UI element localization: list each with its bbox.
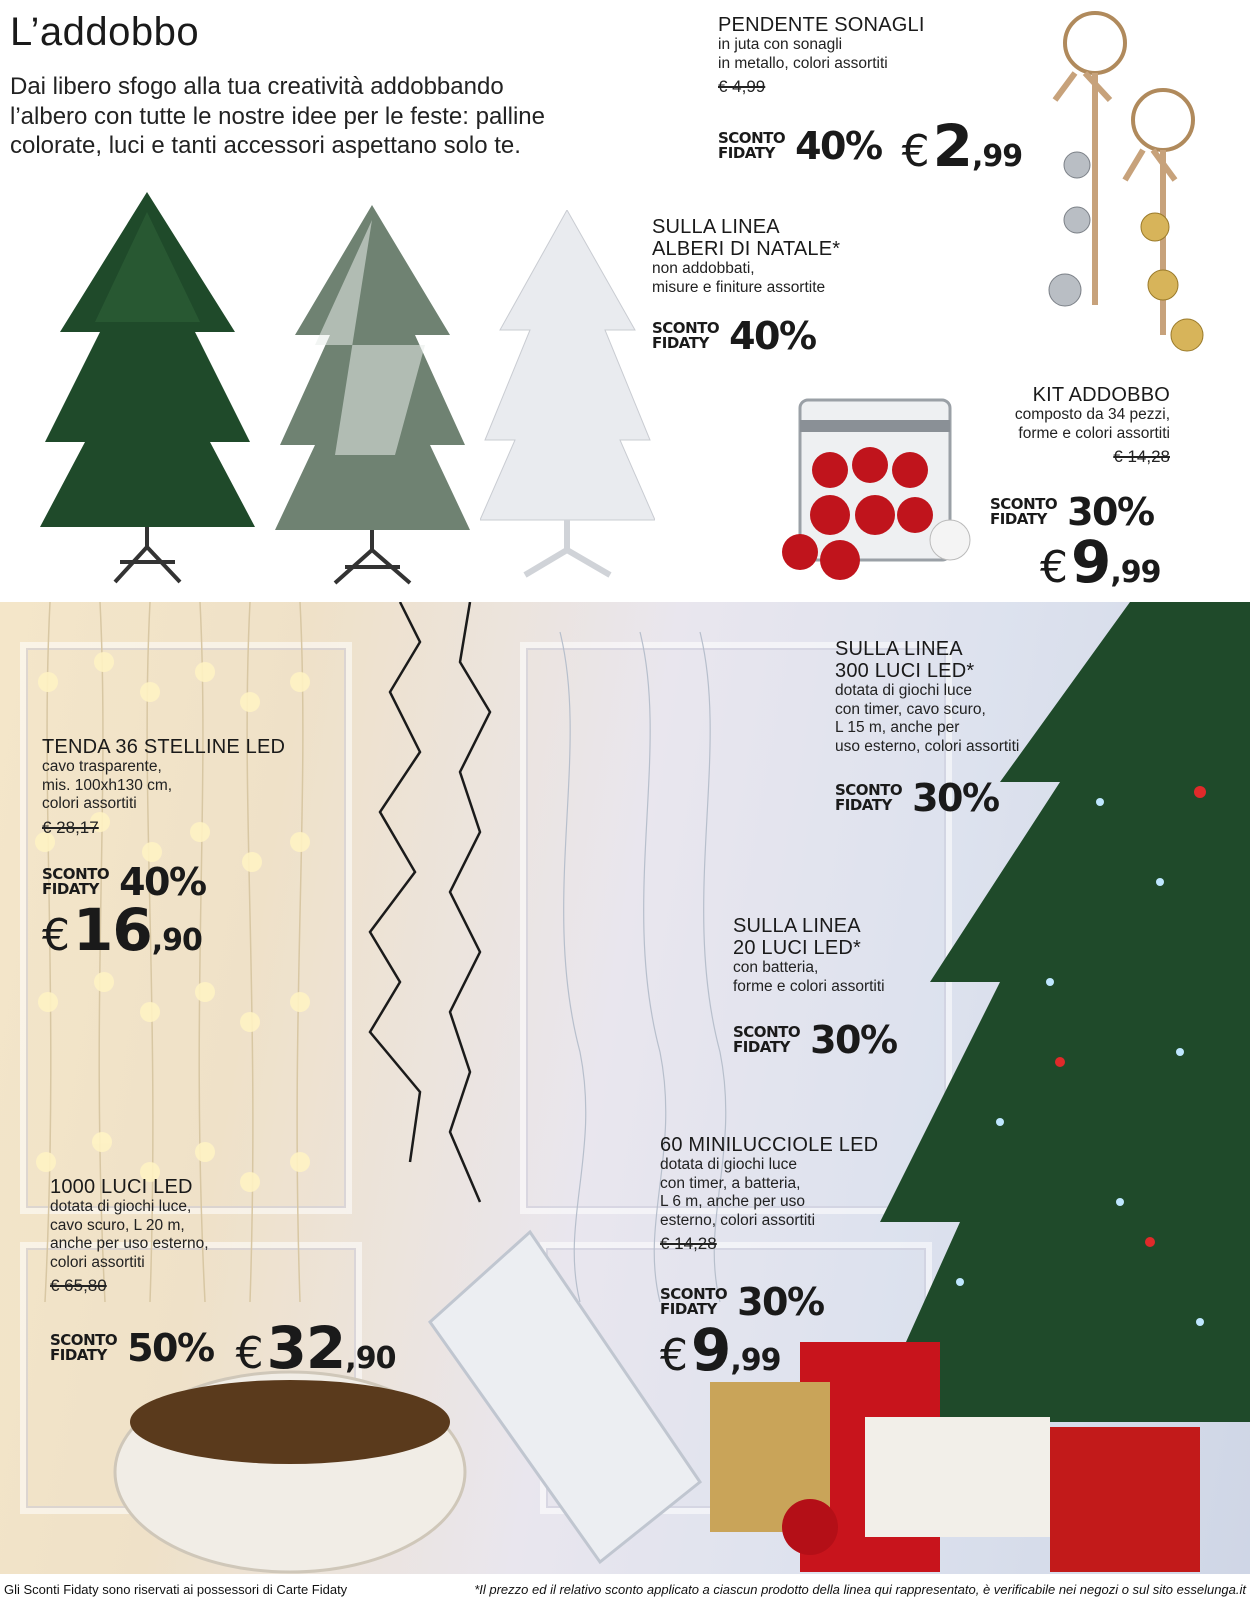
product-desc: con timer, cavo scuro, (835, 700, 986, 718)
product-name: SULLA LINEA (733, 915, 861, 937)
product-name: SULLA LINEA (652, 216, 780, 238)
badge-label: SCONTO FIDATY (50, 1331, 118, 1364)
product-300-luci-led (835, 638, 1095, 756)
price: €16,90 (42, 896, 202, 964)
product-kit-addobbo (960, 384, 1170, 467)
product-desc: cavo trasparente, (42, 758, 162, 775)
product-desc: in metallo, colori assortiti (718, 54, 888, 72)
old-price: € 65,80 (50, 1276, 107, 1295)
product-desc: dotata di giochi luce (835, 682, 973, 699)
page-title: L’addobbo (10, 10, 200, 54)
frosted-tree-image (275, 205, 470, 587)
product-1000-luci-led (50, 1176, 290, 1296)
ornament-kit-image (770, 390, 975, 585)
product-desc: mis. 100xh130 cm, (42, 776, 173, 794)
product-desc: in juta con sonagli (718, 36, 843, 53)
product-60-minilucciole (660, 1134, 920, 1254)
product-desc: forme e colori assortiti (733, 977, 885, 995)
product-desc: L 6 m, anche per uso (660, 1193, 806, 1210)
discount-badge (835, 776, 999, 820)
product-name: KIT ADDOBBO (1032, 384, 1170, 406)
product-desc: dotata di giochi luce (660, 1156, 798, 1173)
discount-percent: 30% (810, 1018, 897, 1062)
price: €9,99 (1040, 528, 1161, 596)
product-name: TENDA 36 STELLINE LED (42, 736, 286, 758)
product-desc: non addobbati, (652, 260, 755, 277)
product-desc: dotata di giochi luce, (50, 1198, 192, 1215)
price: €9,99 (660, 1316, 781, 1384)
old-price: € 14,28 (660, 1234, 717, 1253)
jingle-bells-image (1035, 5, 1235, 360)
discount-percent: 40% (119, 860, 206, 904)
product-desc: con batteria, (733, 959, 819, 976)
product-name: 1000 LUCI LED (50, 1176, 193, 1198)
badge-label: SCONTO FIDATY (990, 495, 1058, 528)
price: €32,90 (235, 1314, 396, 1382)
product-desc: con timer, a batteria, (660, 1174, 801, 1192)
discount-percent: 30% (912, 776, 999, 820)
discount-percent: 50% (127, 1326, 214, 1370)
product-alberi-natale (652, 216, 952, 297)
old-price: € 28,17 (42, 817, 99, 837)
badge-label: SCONTO FIDATY (660, 1285, 728, 1318)
badge-label: SCONTO FIDATY (733, 1023, 801, 1056)
product-name: ALBERI DI NATALE* (652, 238, 841, 260)
product-desc: cavo scuro, L 20 m, (50, 1216, 185, 1234)
product-name: 300 LUCI LED* (835, 660, 975, 682)
product-desc: misure e finiture assortite (652, 278, 826, 296)
product-desc: forme e colori assortiti (1018, 424, 1170, 442)
discount-percent: 30% (1067, 490, 1154, 534)
discount-badge (50, 1314, 395, 1382)
product-name: PENDENTE SONAGLI (718, 14, 925, 36)
discount-percent: 40% (795, 124, 882, 168)
product-desc: colori assortiti (42, 795, 137, 812)
product-tenda-stelline (42, 736, 342, 838)
product-desc: uso esterno, colori assortiti (835, 737, 1020, 755)
product-desc: esterno, colori assortiti (660, 1211, 816, 1229)
product-desc: composto da 34 pezzi, (1014, 406, 1170, 423)
product-desc: colori assortiti (50, 1253, 145, 1271)
badge-label: SCONTO FIDATY (835, 781, 903, 814)
discount-badge (733, 1018, 897, 1062)
footer (0, 1578, 1250, 1601)
product-20-luci-led (733, 915, 973, 996)
product-name: SULLA LINEA (835, 638, 963, 660)
green-tree-image (40, 192, 255, 587)
white-tree-image (480, 210, 655, 587)
discount-badge (718, 112, 1022, 180)
product-desc: anche per uso esterno, (50, 1235, 209, 1252)
intro-text: Dai libero sfogo alla tua creatività addobbando l’albero con tutte le nostre idee per le feste: palline colorate, luci e tanti accessori aspettano solo te. (10, 73, 545, 159)
old-price: € 14,28 (1113, 447, 1170, 466)
footer-disclaimer-right: *Il prezzo ed il relativo sconto applicato a ciascun prodotto della linea qui rappresentato, è verificabile nei negozi o sul sito esselunga.it (474, 1582, 1246, 1597)
badge-label: SCONTO FIDATY (42, 865, 110, 898)
product-name: 60 MINILUCCIOLE LED (660, 1134, 879, 1156)
badge-label: SCONTO FIDATY (652, 319, 720, 352)
discount-percent: 40% (729, 314, 816, 358)
old-price: € 4,99 (718, 77, 766, 96)
footer-disclaimer-left: Gli Sconti Fidaty sono riservati ai possessori di Carte Fidaty (4, 1582, 348, 1597)
badge-label: SCONTO FIDATY (718, 129, 786, 162)
discount-badge (652, 314, 816, 358)
product-name: 20 LUCI LED* (733, 937, 862, 959)
discount-percent: 30% (737, 1280, 824, 1324)
price: €2,99 (901, 112, 1023, 180)
product-pendente-sonagli (718, 14, 1018, 97)
product-desc: L 15 m, anche per (835, 719, 960, 736)
